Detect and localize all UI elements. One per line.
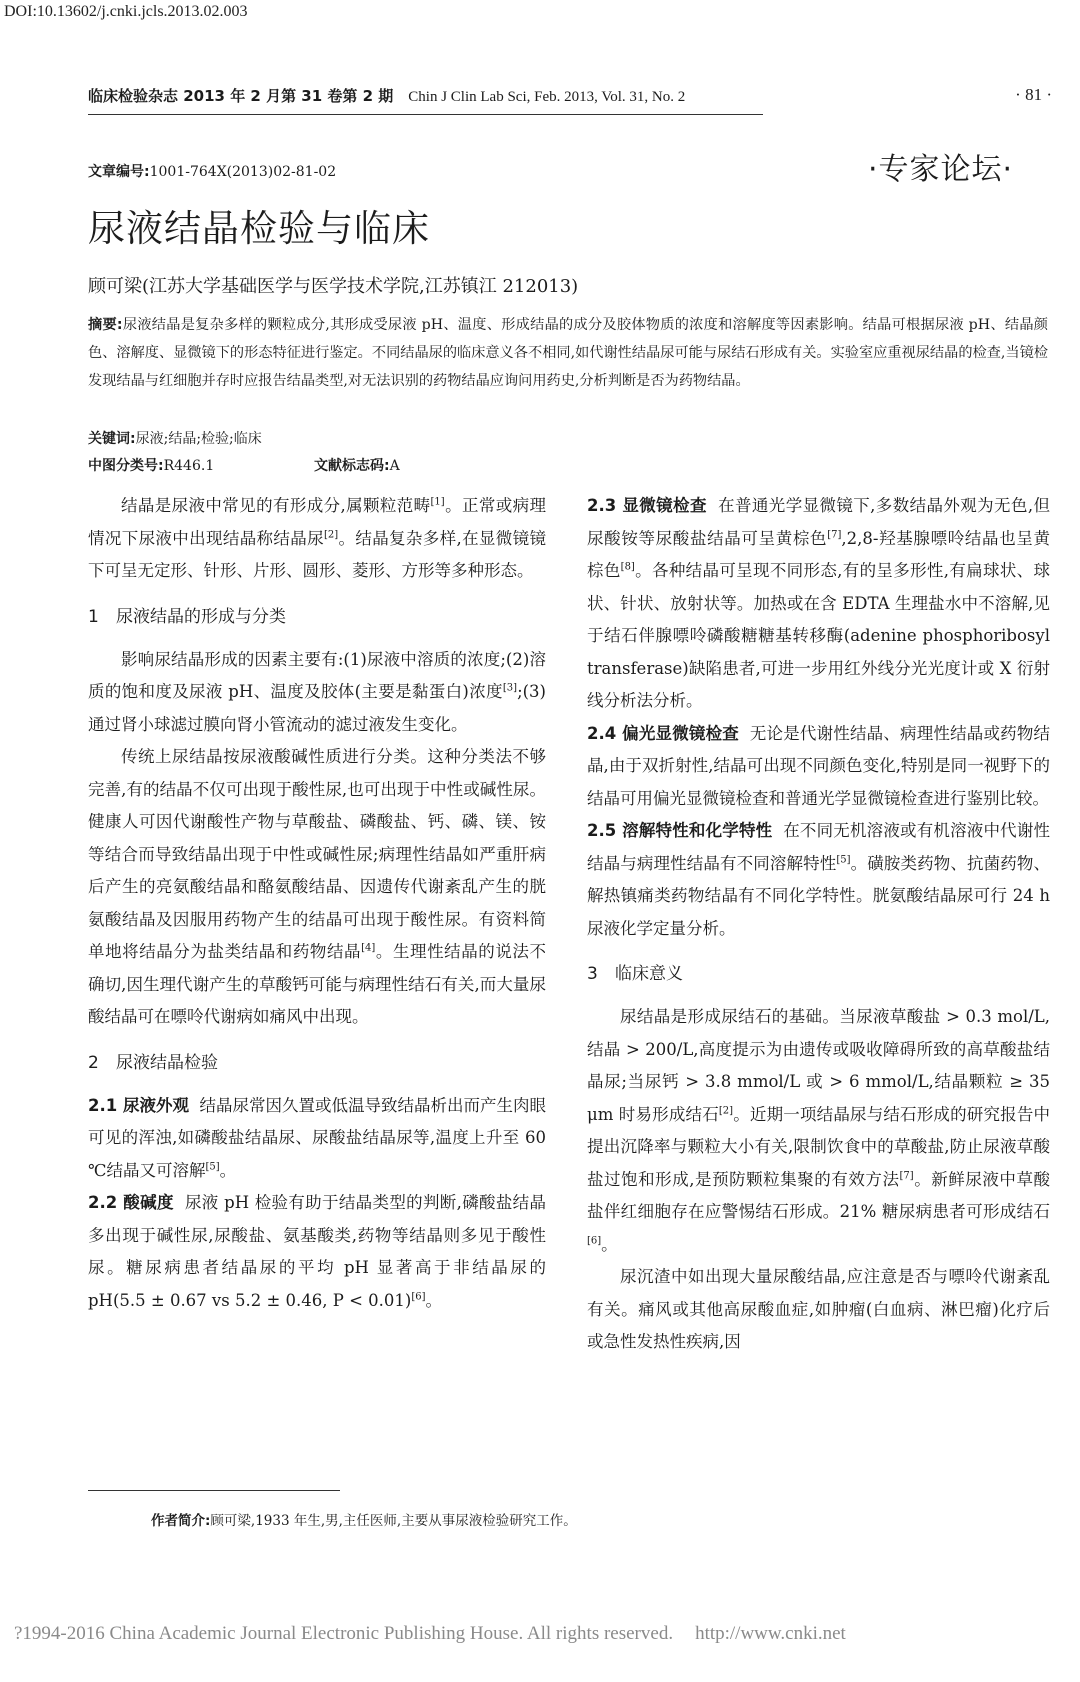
- subsection-2-1: [88, 1090, 546, 1188]
- doc-code-value: A: [389, 458, 400, 474]
- section-label: ·专家论坛·: [868, 152, 1014, 187]
- subsection-2-3: [587, 490, 1050, 718]
- section-heading-3: [587, 958, 1050, 990]
- text-run: 传统上尿结晶按尿液酸碱性质进行分类。这种分类法不够完善,有的结晶不仅可出现于酸性尿,也可出现于中性或碱性尿。健康人可因代谢酸性产物与草酸盐、磷酸盐、钙、磷、镁、铵等结合而导致结晶出现于中性或碱性尿;病理性结晶如严重肝病后产生的亮氨酸结晶和酪氨酸结晶、因遗传代谢紊乱产生的胱氨酸结晶及因服用药物产生的结晶可出现于酸性尿。有资料简单地将结晶分为盐类结晶和药物结晶: [88, 747, 546, 961]
- subsection-heading: 2.4 偏光显微镜检查: [587, 723, 739, 743]
- subsection-2-5: [587, 815, 1050, 945]
- keywords: [88, 428, 262, 448]
- subsection-heading: 2.1 尿液外观: [88, 1095, 189, 1115]
- text-run: 。各种结晶可呈现不同形态,有的呈多形性,有扁球状、球状、针状、放射状等。加热或在含 EDTA 生理盐水中不溶解,见于结石伴腺嘌呤磷酸糖糖基转移酶(adenine phosphoribosyl transferase)缺陷患者,可进一步用红外线分光光度计或 X 衍射线分析法分析。: [587, 561, 1050, 710]
- text-run: 。磺胺类药物、抗菌药物、解热镇痛类药物结晶有不同化学特性。胱氨酸结晶尿可行 24 h 尿液化学定量分析。: [587, 853, 1051, 938]
- copyright-text: ?1994-2016 China Academic Journal Electronic Publishing House. All rights reserved.: [14, 1623, 674, 1644]
- citation: [2]: [718, 1105, 734, 1116]
- author-line: 顾可梁(江苏大学基础医学与医学技术学院,江苏镇江 212013): [88, 276, 579, 297]
- text-run: ,2,8-羟基腺嘌呤结晶也呈黄棕色: [587, 528, 1051, 580]
- paragraph: [88, 644, 546, 742]
- paragraph: [88, 741, 546, 1034]
- section-heading-2: [88, 1047, 546, 1079]
- running-header: [88, 85, 1052, 106]
- section-heading-1: [88, 601, 546, 633]
- text-run: 。: [219, 1160, 237, 1180]
- text-run: 。结晶复杂多样,在显微镜镜下可呈无定形、针形、片形、圆形、菱形、方形等多种形态。: [88, 528, 546, 580]
- text-run: 尿结晶是形成尿结石的基础。当尿液草酸盐 > 0.3 mol/L,结晶 > 200/L,高度提示为由遗传或吸收障碍所致的高草酸盐结晶尿;当尿钙 > 3.8 mmol/L 或 > 6 mmol/L,结晶颗粒 ≥ 35 μm 时易形成结石: [587, 1007, 1050, 1124]
- clc-value: R446.1: [163, 458, 215, 474]
- copyright-line: [14, 1623, 846, 1645]
- text-run: 影响尿结晶形成的因素主要有:(1)尿液中溶质的浓度;(2)溶质的饱和度及尿液 pH、温度及胶体(主要是黏蛋白)浓度: [88, 649, 546, 701]
- section-title: 尿液结晶的形成与分类: [116, 606, 286, 627]
- abstract-label: 摘要:: [88, 317, 123, 333]
- page-number: · 81 ·: [1015, 85, 1052, 104]
- article-number-label: 文章编号:: [88, 164, 150, 180]
- paragraph: [587, 1001, 1050, 1261]
- article-number-value: 1001-764X(2013)02-81-02: [149, 164, 337, 180]
- journal-cn: 临床检验杂志 2013 年 2 月第 31 卷第 2 期: [88, 87, 394, 105]
- subsection-2-4: [587, 718, 1050, 816]
- citation: [5]: [836, 854, 851, 865]
- cnki-url[interactable]: http://www.cnki.net: [695, 1623, 846, 1644]
- section-number: 2: [88, 1052, 99, 1073]
- text-run: 。: [425, 1290, 443, 1310]
- classification: [88, 455, 588, 475]
- citation: [2]: [323, 529, 339, 540]
- subsection-heading: 2.3 显微镜检查: [587, 496, 707, 515]
- text-run: 无论是代谢性结晶、病理性结晶或药物结晶,由于双折射性,结晶可出现不同颜色变化,特别是同一视野下的结晶可用偏光显微镜检查和普通光学显微镜检查进行鉴别比较。: [587, 723, 1051, 808]
- footnote-rule: [88, 1490, 340, 1491]
- subsection-2-2: [88, 1187, 546, 1317]
- citation: [4]: [361, 942, 376, 954]
- citation: [6]: [411, 1291, 426, 1302]
- section-title: 临床意义: [615, 964, 683, 984]
- clc-label: 中图分类号:: [88, 458, 164, 474]
- doc-code: [314, 455, 400, 475]
- text-run: 。近期一项结晶尿与结石形成的研究报告中提出沉降率与颗粒大小有关,限制饮食中的草酸盐,防止尿液草酸盐过饱和形成,是预防颗粒集聚的有效方法: [587, 1104, 1050, 1189]
- text-run: 在不同无机溶液或有机溶液中代谢性结晶与病理性结晶有不同溶解特性: [587, 821, 1051, 873]
- subsection-heading: 2.2 酸碱度: [88, 1193, 174, 1212]
- text-run: 结晶是尿液中常见的有形成分,属颗粒范畴: [121, 496, 431, 515]
- doc-code-label: 文献标志码:: [314, 458, 390, 474]
- keywords-label: 关键词:: [88, 431, 136, 447]
- citation: [7]: [827, 529, 842, 540]
- section-number: 3: [587, 964, 598, 984]
- footnote-text: 顾可梁,1933 年生,男,主任医师,主要从事尿液检验研究工作。: [210, 1513, 577, 1529]
- citation: [8]: [620, 561, 635, 573]
- doi-line: DOI:10.13602/j.cnki.jcls.2013.02.003: [4, 3, 248, 20]
- subsection-heading: 2.5 溶解特性和化学特性: [587, 821, 773, 840]
- text-run: 。正常或病理情况下尿液中出现结晶称结晶尿: [88, 496, 547, 548]
- left-column: [88, 490, 546, 1317]
- citation: [6]: [587, 1235, 602, 1246]
- intro-paragraph: [88, 490, 546, 588]
- keywords-text: 尿液;结晶;检验;临床: [135, 431, 262, 447]
- right-column: [587, 490, 1050, 1359]
- abstract: [88, 311, 1048, 395]
- citation: [7]: [899, 1170, 914, 1181]
- text-run: 。生理性结晶的说法不确切,因生理代谢产生的草酸钙可能与病理性结石有关,而大量尿酸结晶可在嘌呤代谢病如痛风中出现。: [88, 942, 546, 1026]
- journal-en: Chin J Clin Lab Sci, Feb. 2013, Vol. 31, No. 2: [408, 89, 686, 105]
- text-run: ;(3)通过肾小球滤过膜向肾小管流动的滤过液发生变化。: [88, 682, 546, 734]
- paragraph: 尿沉渣中如出现大量尿酸结晶,应注意是否与嘌呤代谢紊乱有关。痛风或其他高尿酸血症,如肿瘤(白血病、淋巴瘤)化疗后或急性发热性疾病,因: [587, 1267, 1050, 1351]
- article-title: 尿液结晶检验与临床: [88, 207, 430, 250]
- author-bio-footnote: [151, 1509, 577, 1529]
- text-run: 在普通光学显微镜下,多数结晶外观为无色,但尿酸铵等尿酸盐结晶可呈黄棕色: [587, 496, 1050, 548]
- section-title: 尿液结晶检验: [116, 1052, 218, 1073]
- text-run: 。: [601, 1234, 618, 1254]
- article-number: [88, 161, 336, 181]
- citation: [3]: [502, 682, 518, 694]
- text-run: 。新鲜尿液中草酸盐伴红细胞存在应警惕结石形成。21% 糖尿病患者可形成结石: [587, 1169, 1051, 1221]
- citation: [1]: [430, 496, 445, 508]
- header-rule: [88, 114, 763, 115]
- abstract-text: 尿液结晶是复杂多样的颗粒成分,其形成受尿液 pH、温度、形成结晶的成分及胶体物质的浓度和溶解度等因素影响。结晶可根据尿液 pH、结晶颜色、溶解度、显微镜下的形态特征进行鉴定。不同结晶尿的临床意义各不相同,如代谢性结晶尿可能与尿结石形成有关。实验室应重视尿结晶的检查,当镜检发现结晶与红细胞并存时应报告结晶类型,对无法识别的药物结晶应询问用药史,分析判断是否为药物结晶。: [88, 317, 1048, 389]
- text-run: 结晶尿常因久置或低温导致结晶析出而产生肉眼可见的浑浊,如磷酸盐结晶尿、尿酸盐结晶尿等,温度上升至 60 ℃结晶又可溶解: [88, 1095, 546, 1180]
- section-number: 1: [88, 606, 99, 627]
- citation: [5]: [205, 1161, 220, 1172]
- text-run: 尿液 pH 检验有助于结晶类型的判断,磷酸盐结晶多出现于碱性尿,尿酸盐、氨基酸类,药物等结晶则多见于酸性尿。糖尿病患者结晶尿的平均 pH 显著高于非结晶尿的 pH(5.5 ± 0.67 vs 5.2 ± 0.46, P < 0.01): [88, 1193, 547, 1310]
- footnote-label: 作者简介:: [151, 1513, 211, 1529]
